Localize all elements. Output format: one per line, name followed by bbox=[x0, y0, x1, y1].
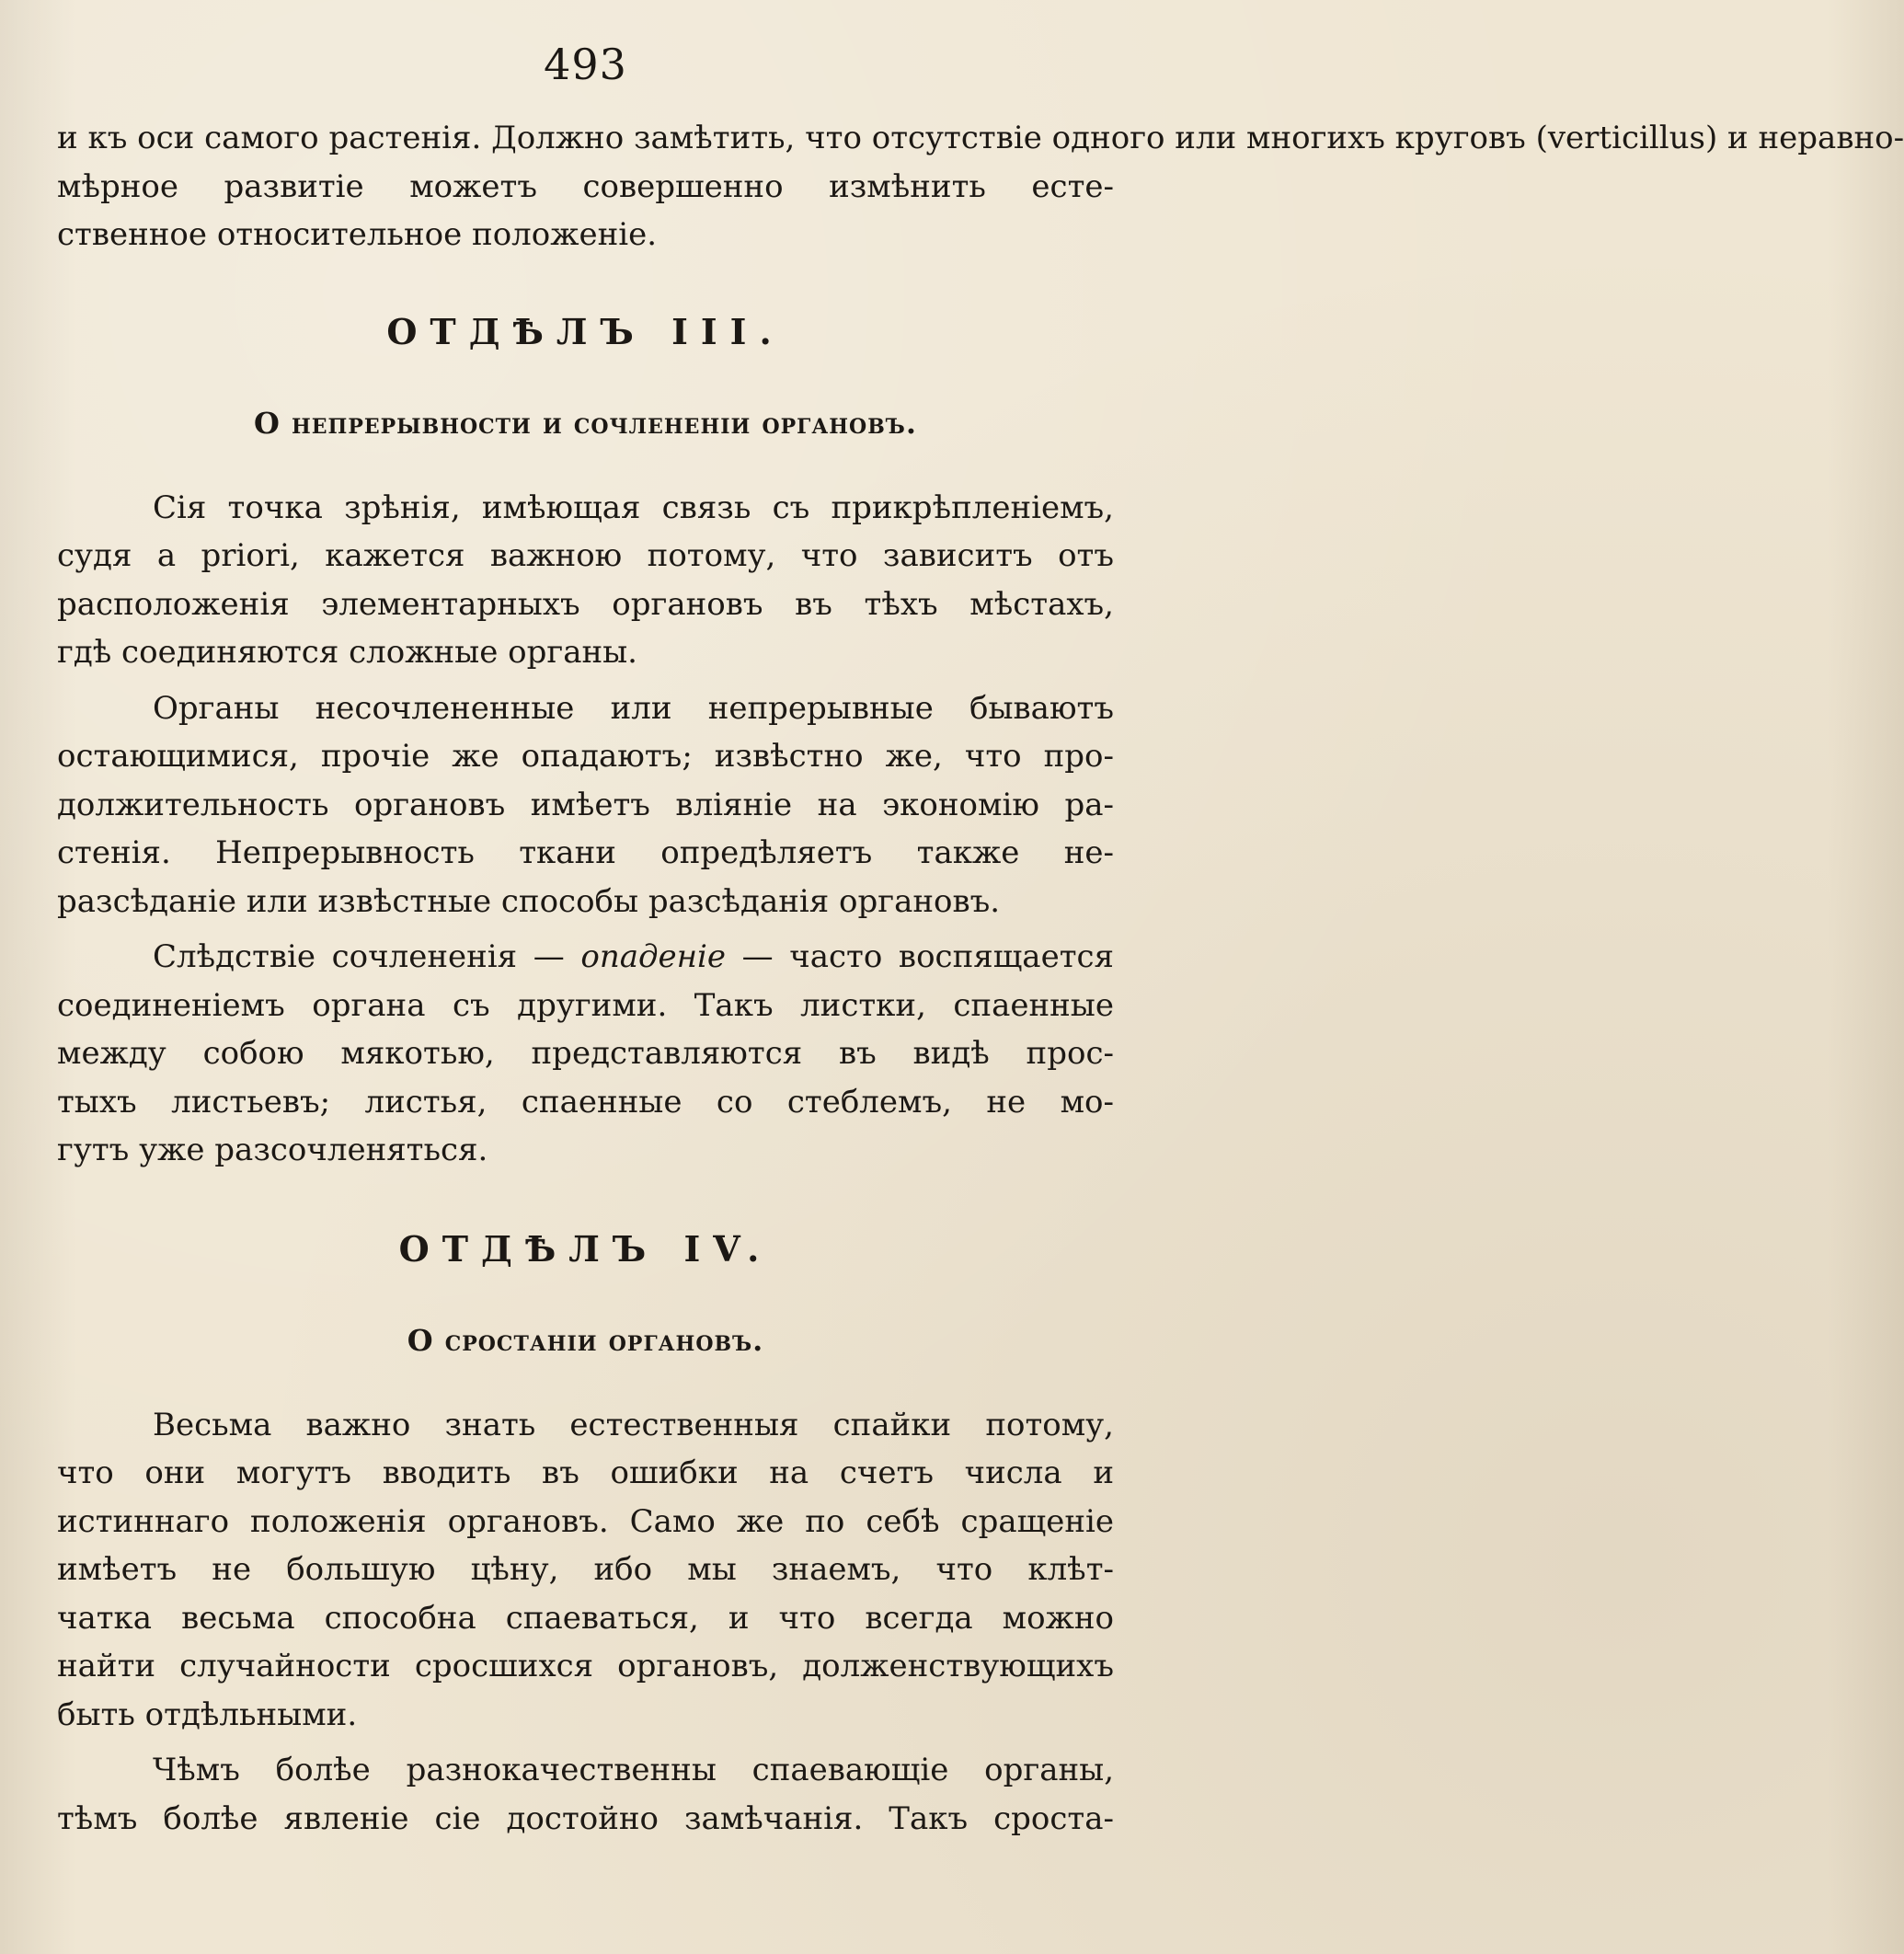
section-3-paragraph-3 bbox=[57, 933, 1114, 1175]
text-fragment: Слѣдствіе сочлененія — bbox=[153, 938, 581, 975]
text-line: соединеніемъ органа съ другими. Такъ листки, спаенные bbox=[57, 986, 1114, 1024]
section-4-paragraph-2 bbox=[57, 1746, 1114, 1843]
intro-paragraph bbox=[57, 114, 1904, 259]
section-4-paragraph-1 bbox=[57, 1401, 1114, 1740]
text-line: остающимися, прочіе же опадаютъ; извѣстно же, что про- bbox=[57, 738, 1114, 775]
text-line: ственное относительное положеніе. bbox=[57, 216, 658, 253]
emphasized-term: опаденіе bbox=[580, 938, 727, 975]
page-number: 493 bbox=[544, 40, 627, 89]
text-line: должительность органовъ имѣетъ вліяніе на экономію ра- bbox=[57, 786, 1114, 823]
text-line bbox=[57, 933, 1114, 982]
text-line: между собою мякотью, представляются въ видѣ прос- bbox=[57, 1035, 1114, 1072]
text-line: что они могутъ вводить въ ошибки на счетъ числа и bbox=[57, 1454, 1114, 1491]
text-line: быть отдѣльными. bbox=[57, 1695, 358, 1733]
text-line: Сія точка зрѣнія, имѣющая связь съ прикрѣпленіемъ, bbox=[153, 488, 1114, 526]
text-line: расположенія элементарныхъ органовъ въ тѣхъ мѣстахъ, bbox=[57, 585, 1114, 623]
text-line: мѣрное развитіе можетъ совершенно измѣнить есте- bbox=[57, 167, 1114, 205]
section-3-paragraph-2 bbox=[57, 684, 1114, 926]
text-line: Весьма важно знать естественныя спайки потому, bbox=[153, 1406, 1114, 1443]
section-4-heading: ОТДѢЛЪ IV. bbox=[398, 1227, 773, 1270]
text-line: найти случайности сросшихся органовъ, долженствующихъ bbox=[57, 1648, 1114, 1684]
text-line: Чѣмъ болѣе разнокачественны спаевающіе органы, bbox=[153, 1752, 1114, 1788]
text-line: судя a priori, кажется важною потому, что зависитъ отъ bbox=[57, 537, 1114, 574]
text-line: истиннаго положенія органовъ. Само же по себѣ сращеніе bbox=[57, 1502, 1114, 1540]
text-line: гутъ уже разсочленяться. bbox=[57, 1132, 488, 1168]
section-3-heading: ОТДѢЛЪ III. bbox=[386, 310, 785, 352]
text-line: разсѣданіе или извѣстные способы разсѣданія органовъ. bbox=[57, 882, 1001, 920]
text-line: тыхъ листьевъ; листья, спаенные со стеблемъ, не мо- bbox=[57, 1083, 1114, 1121]
section-3-title: О непрерывности и сочлененіи органовъ. bbox=[253, 405, 917, 441]
text-line: чатка весьма способна спаеваться, и что всегда можно bbox=[57, 1599, 1114, 1637]
text-line: тѣмъ болѣе явленіе сіе достойно замѣчанія. Такъ сроста- bbox=[57, 1799, 1114, 1837]
section-3-paragraph-1 bbox=[57, 484, 1114, 677]
text-line: стенія. Непрерывность ткани опредѣляетъ также не- bbox=[57, 834, 1114, 871]
text-line: гдѣ соединяются сложные органы. bbox=[57, 634, 637, 671]
text-line: Органы несочлененные или непрерывные бываютъ bbox=[153, 689, 1114, 727]
section-4-title: О сростаніи органовъ. bbox=[407, 1322, 764, 1358]
text-line: и къ оси самого растенія. Должно замѣтить, что отсутствіе одного или многихъ круговъ (verticillus) и неравно- bbox=[57, 120, 1904, 156]
text-fragment: — часто воспящается bbox=[726, 938, 1114, 975]
text-line: имѣетъ не большую цѣну, ибо мы знаемъ, что клѣт- bbox=[57, 1551, 1114, 1588]
